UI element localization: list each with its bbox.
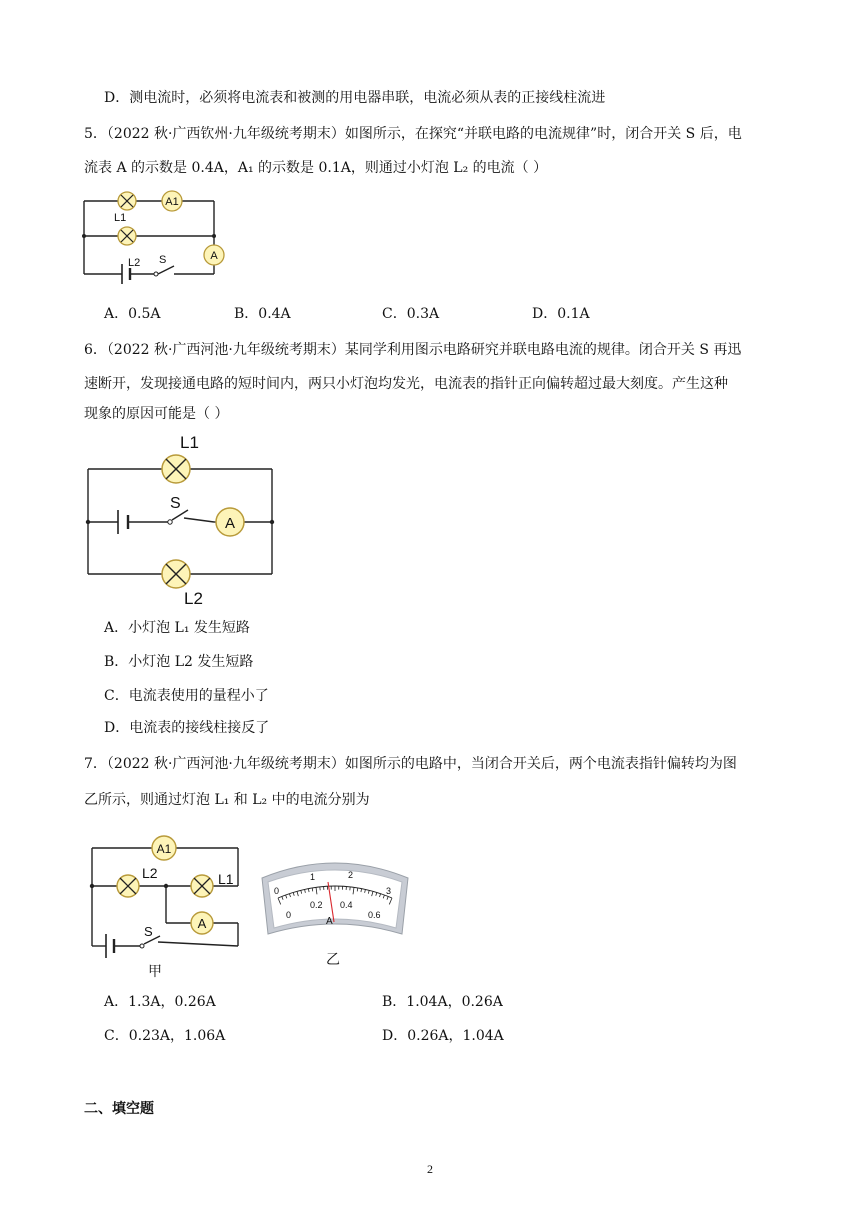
svg-text:L2: L2 (128, 257, 141, 269)
q5-stem-line2: 流表 A 的示数是 0.4A，A₁ 的示数是 0.1A，则通过小灯泡 L₂ 的电流（ ） (84, 160, 548, 176)
q6-lamp-l1-icon (162, 455, 190, 483)
svg-text:A: A (326, 916, 333, 927)
q7-option-a: A．1.3A，0.26A (104, 994, 216, 1010)
q7-option-b: B．1.04A，0.26A (382, 994, 503, 1010)
svg-text:2: 2 (348, 870, 354, 880)
svg-text:甲: 甲 (148, 963, 162, 979)
svg-text:A: A (210, 250, 218, 262)
svg-text:乙: 乙 (326, 951, 340, 967)
svg-text:S: S (144, 924, 153, 939)
q7-stem-line1: 7．（2022 秋·广西河池·九年级统考期末）如图所示的电路中，当闭合开关后，两个电流表指针偏转均为图 (84, 756, 737, 772)
q7-circuit-jia (88, 832, 258, 982)
q6-stem-line2: 速断开，发现接通电路的短时间内，两只小灯泡均发光，电流表的指针正向偏转超过最大刻度。产生这种 (84, 376, 728, 392)
q5-option-c: C．0.3A (382, 306, 440, 322)
svg-text:0: 0 (274, 886, 280, 896)
q5-lamp-middle-icon (118, 227, 136, 245)
q6-stem-line3: 现象的原因可能是（ ） (84, 406, 229, 422)
svg-text:0: 0 (286, 910, 292, 920)
q6-option-a: A．小灯泡 L₁ 发生短路 (104, 620, 250, 636)
svg-text:0.2: 0.2 (310, 900, 323, 910)
q5-option-b: B．0.4A (234, 306, 291, 322)
q7-lamp-l2-icon (117, 875, 139, 897)
q6-option-b: B．小灯泡 L2 发生短路 (104, 654, 254, 670)
q5-option-d: D．0.1A (532, 306, 590, 322)
q5-option-a: A．0.5A (104, 306, 161, 322)
svg-text:3: 3 (386, 886, 392, 896)
svg-text:A1: A1 (156, 842, 172, 856)
svg-text:L2: L2 (184, 589, 203, 608)
svg-text:1: 1 (310, 872, 316, 882)
q4-option-d: D．测电流时，必须将电流表和被测的用电器串联，电流必须从表的正接线柱流进 (104, 90, 606, 106)
q5-lamp-top-icon (118, 192, 136, 210)
svg-text:A: A (197, 916, 207, 931)
svg-text:A1: A1 (165, 196, 179, 208)
q7-ammeter-dial (260, 860, 410, 970)
q6-circuit-diagram (84, 428, 284, 608)
svg-text:L2: L2 (142, 865, 158, 881)
q7-stem-line2: 乙所示，则通过灯泡 L₁ 和 L₂ 中的电流分别为 (84, 792, 370, 808)
svg-text:L1: L1 (218, 871, 234, 887)
q6-option-c: C．电流表使用的量程小了 (104, 688, 269, 704)
q6-stem-line1: 6．（2022 秋·广西河池·九年级统考期末）某同学利用图示电路研究并联电路电流的规律。闭合开关 S 再迅 (84, 342, 742, 358)
svg-text:S: S (159, 254, 167, 266)
q7-option-c: C．0.23A，1.06A (104, 1028, 226, 1044)
svg-text:0.4: 0.4 (340, 900, 353, 910)
svg-text:A: A (224, 515, 236, 532)
q5-circuit-diagram (78, 186, 238, 286)
svg-text:S: S (170, 495, 181, 512)
q5-stem-line1: 5．（2022 秋·广西钦州·九年级统考期末）如图所示，在探究“并联电路的电流规律”时，闭合开关 S 后，电 (84, 126, 742, 142)
q7-option-d: D．0.26A，1.04A (382, 1028, 504, 1044)
q6-lamp-l2-icon (162, 560, 190, 588)
svg-text:0.6: 0.6 (368, 910, 381, 920)
q7-lamp-l1-icon (191, 875, 213, 897)
svg-text:L1: L1 (180, 433, 199, 452)
page-number: 2 (427, 1162, 433, 1176)
section-title: 二、填空题 (84, 1101, 154, 1117)
q6-option-d: D．电流表的接线柱接反了 (104, 720, 270, 736)
svg-text:L1: L1 (114, 212, 127, 224)
